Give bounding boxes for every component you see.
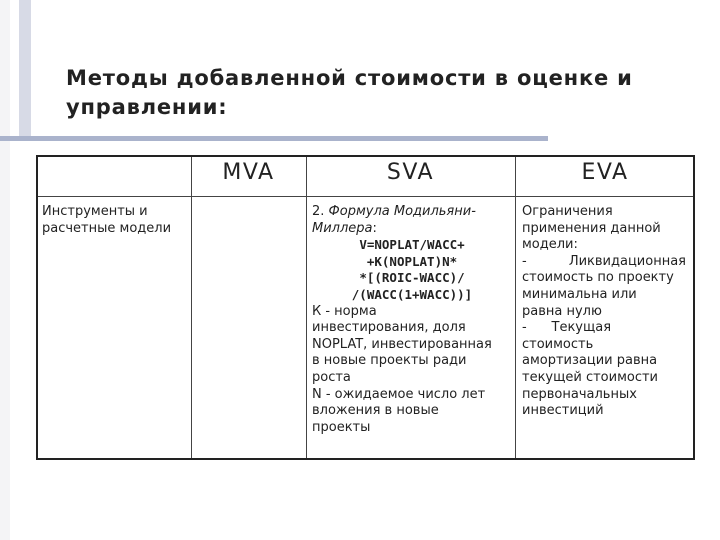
k-definition: в новые проекты ради (312, 353, 467, 369)
row-label-line: расчетные модели (42, 220, 172, 236)
eva-text-line: амортизации равна (522, 353, 658, 369)
eva-text-line: применения данной (522, 220, 661, 236)
eva-text-line: первоначальных (522, 386, 637, 402)
header-eva: EVA (581, 160, 629, 185)
row-label-line: Инструменты и (42, 204, 148, 219)
slide-title-line-2: управлении: (66, 95, 228, 119)
k-definition: инвестирования, доля (312, 320, 466, 336)
eva-text-line: равна нулю (522, 303, 602, 319)
horizontal-accent-bar (0, 136, 548, 141)
eva-bullet-line: - Текущая (522, 320, 612, 336)
k-definition: К - норма (312, 303, 377, 319)
slide-title-line-1: Методы добавленной стоимости в оценке и (66, 66, 633, 90)
formula-line: *[(ROIC-WACC)/ (359, 270, 465, 286)
k-definition: роста (312, 369, 351, 385)
comparison-table (36, 155, 695, 460)
eva-text-line: стоимость (522, 336, 594, 352)
n-definition: вложения в новые (312, 403, 439, 419)
eva-cell (522, 204, 686, 420)
header-sva: SVA (386, 160, 435, 185)
column-divider (191, 157, 192, 458)
formula-title: 2. Формула Модильяни- (312, 204, 476, 219)
formula-title: Миллера: (312, 220, 377, 236)
n-definition: N - ожидаемое число лет (312, 386, 486, 402)
vertical-accent-bar (19, 0, 31, 136)
eva-text-line: минимальна или (522, 286, 637, 302)
left-decor-band (0, 0, 10, 540)
n-definition: проекты (312, 419, 371, 435)
formula-line: +K(NOPLAT)N* (366, 253, 458, 269)
k-definition: NOPLAT, инвестированная (312, 336, 492, 352)
eva-text-line: Ограничения (522, 204, 613, 219)
formula-line: /(WACC(1+WACC))] (351, 286, 473, 302)
column-divider (515, 157, 516, 458)
eva-text-line: модели: (522, 237, 578, 253)
row-label (42, 204, 171, 237)
sva-cell (312, 204, 512, 436)
slide-title (66, 64, 706, 122)
header-mva: MVA (222, 160, 275, 185)
eva-bullet-line: - Ликвидационная (522, 253, 686, 269)
column-divider (306, 157, 307, 458)
header-divider (38, 196, 693, 197)
eva-text-line: инвестиций (522, 403, 604, 419)
formula-line: V=NOPLAT/WACC+ (359, 237, 465, 253)
eva-text-line: текущей стоимости (522, 369, 658, 385)
eva-text-line: стоимость по проекту (522, 270, 674, 286)
